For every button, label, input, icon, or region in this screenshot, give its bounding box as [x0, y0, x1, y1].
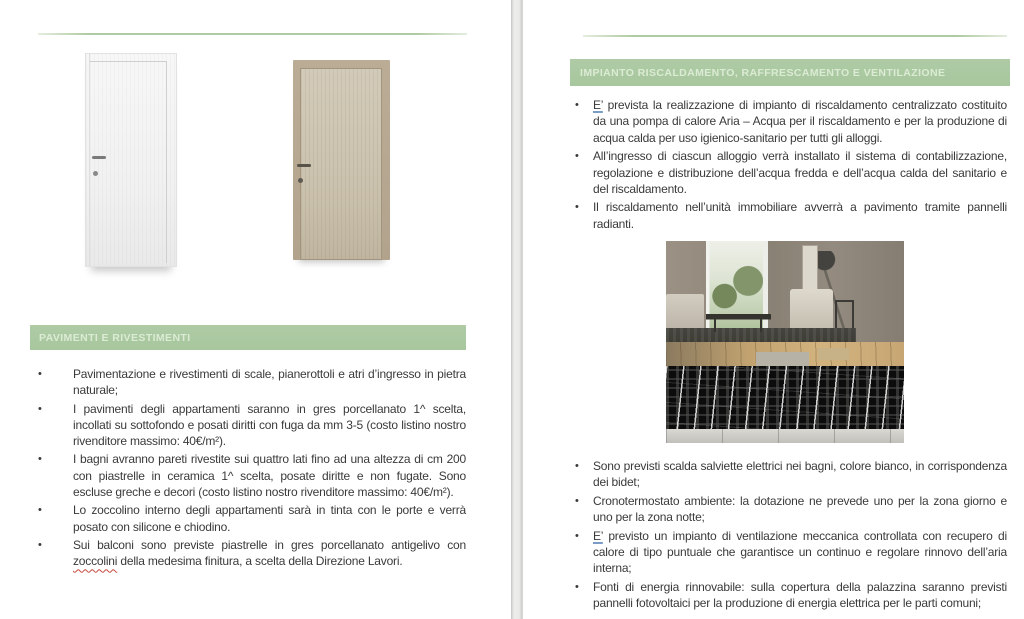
section-header-impianto [570, 59, 1010, 86]
bullet-text: prevista la realizzazione di impianto di riscaldamento centralizzato costituito da una pompa di calore Aria – Acqua per il riscaldamento e per la produzione di acqua calda per uso igienico-sanitario per tutti gli alloggi. [593, 98, 1007, 145]
page-gap-divider [511, 0, 523, 619]
door-keyhole-icon [93, 171, 98, 176]
bullet-item [573, 458, 1007, 491]
photo-coffee-table [706, 314, 770, 332]
bullet-item [30, 451, 466, 500]
photo-wood-patch [818, 348, 849, 360]
section-header-label: IMPIANTO RISCALDAMENTO, RAFFRESCAMENTO E VENTILAZIONE [580, 66, 946, 79]
door-handle-icon [92, 156, 106, 159]
bullet-text: Pavimentazione e rivestimenti di scale, pianerottoli e atri d’ingresso in pietra naturale; [73, 367, 466, 398]
bullet-item [573, 528, 1007, 577]
bullet-item [573, 148, 1007, 197]
bullet-text: della medesima finitura, a scelta della Direzione Lavori. [117, 554, 403, 569]
photo-screed-edge [666, 429, 904, 443]
bullet-text: Lo zoccolino interno degli appartamenti sarà in tinta con le porte e verrà posato con silicone e chiodino. [73, 503, 466, 534]
document-page-left [0, 0, 511, 619]
bullet-item [30, 537, 466, 570]
white-door-image [85, 53, 177, 267]
bullet-text: All’ingresso di ciascun alloggio verrà installato il sistema di contabilizzazione, regolazione e distribuzione dell’acqua fredda e dell’acqua calda del sanitario e del riscaldamento. [593, 149, 1007, 197]
door-leaf [300, 68, 382, 260]
bullet-text: Sono previsti scalda salviette elettrici nei bagni, colore bianco, in corrispondenza dei bidet; [593, 459, 1007, 490]
impianto-bullet-list-top [573, 97, 1007, 234]
bullet-item [573, 579, 1007, 612]
door-panel-line [90, 61, 167, 62]
bullet-item [573, 199, 1007, 232]
bullet-item [573, 493, 1007, 526]
door-panel-line [166, 61, 167, 263]
door-handle-icon [297, 164, 311, 167]
pavimenti-bullet-list [30, 366, 466, 572]
bullet-item [573, 97, 1007, 146]
bullet-text: Sui balconi sono previste piastrelle in gres porcellanato antigelivo con [73, 537, 466, 552]
impianto-bullet-list-bottom [573, 458, 1007, 614]
marked-text: E’ [593, 528, 603, 543]
underfloor-heating-photo [666, 241, 904, 443]
bullet-text: Cronotermostato ambiente: la dotazione ne prevede uno per la zona giorno e uno per la zona notte; [593, 493, 1007, 525]
section-header-pavimenti [30, 325, 466, 350]
green-divider-rule [583, 35, 1007, 37]
bullet-item [30, 366, 466, 399]
bullet-item [30, 502, 466, 535]
door-keyhole-icon [298, 178, 303, 183]
marked-text: E’ [593, 98, 603, 112]
beige-door-image [293, 60, 390, 260]
bullet-text: Il riscaldamento nell’unità immobiliare avverrà a pavimento tramite pannelli radianti. [593, 200, 1007, 231]
bullet-text: previsto un impianto di ventilazione meccanica controllata con recupero di calore di tipo puntuale che garantisce un continuo e regolare rinnovo dell’aria interna; [593, 528, 1007, 576]
bullet-item [30, 401, 466, 450]
marked-text: zoccolini [73, 554, 118, 569]
door-edge-line [89, 54, 90, 266]
green-divider-rule [38, 33, 467, 35]
bullet-text: Fonti di energia rinnovabile: sulla copertura della palazzina saranno previsti pannelli fotovoltaici per la produzione di energia elettrica per le parti comuni; [593, 579, 1007, 611]
bullet-text: I bagni avranno pareti rivestite sui quattro lati fino ad una altezza di cm 200 con piastrelle in ceramica 1^ scelta, posate diritte e non fugate. Sono escluse greche e decori (costo listino nostro rivenditore massimo: 40€/m²). [73, 452, 466, 500]
document-page-right [523, 0, 1024, 619]
section-header-label: PAVIMENTI E RIVESTIMENTI [39, 331, 191, 344]
bullet-text: I pavimenti degli appartamenti saranno in gres porcellanato 1^ scelta, incollati su sottofondo e posati diritti con fuga da mm 3-5 (costo listino nostro rivenditore massimo: 40€/m²). [73, 401, 466, 449]
